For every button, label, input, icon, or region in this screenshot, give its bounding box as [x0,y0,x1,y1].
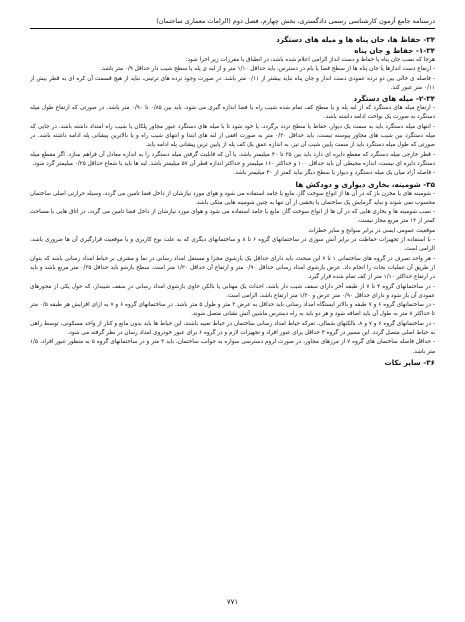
page-content [30,34,435,590]
paragraph: هرجا که نصب جان پناه یا حفاظ و دست انداز الزامی اعلام شده باشد، در انطباق با مقررات زیر اجرا شود: [185,57,435,63]
paragraph: - حداقل فاصله ساختمان های گروه ۷ از مرزهای مجاور، در صورت لزوم دسترسی سواره به جوانب ساختمان، باید ۳ متر و در ساختمانهای گروه ۵ به منظور عبور افراد، ۱/۵ متر باشد. [30,339,435,355]
paragraph: موقعیت عمومی ایمنی در برابر سوانح و سایر خطرات [308,227,435,234]
paragraph: - ارتفاع میله های دستگرد که از لبه پله و یا سطح کف تمام شده شیب راه یا فضا اندازه گیری می شود، باید بین ۰/۸۵ تا ۰/۹۰ متر باشد. در صورتی که ارتفاع طول میله دستگرد به صورت یک نواخت ادامه داشته باشد. [30,105,435,121]
paragraph: - فاصله آزاد میان یک میله دستگرد و دیوار یا سطح دیگر نباید کمتر از ۴۰ میلیمتر باشد. [233,170,435,177]
paragraph: - شومینه های یا مخزن باز که در آن ها از انواع سوخت گاز، مایع یا جامد استفاده می شود و هوای مورد نیازشان از داخل فضا تامین می گردد، وسیله حرارتی اصلی ساختمان محسوب نمی شوند و نباید گرمایش یک ساختمان یا بخشی از آن تنها به چنین شومینه هایی متکی باشد. [30,190,435,206]
paragraph: - نصب شومینه ها و بخاری هایی که در آن ها از انواع سوخت گاز، مایع یا جامد استفاده می شود و هوای مورد نیازشان از داخل فضا تامین می گردد، در اتاق هایی با مساحت کمتر از ۱۲ متر مربع مجاز نیست. [30,209,435,225]
paragraph: - در ساختمانهای گروه ۶ و ۷ و ۸، بالکنهای شمالی، تعرکه حیاط امداد رسانی ساختمان در حیاط تعبیه باشند، این حیاط ها باید بدون مانع و کنار از واحد مسکونی، توسط راهی به حیاط اصلی متصل گردد. این مسیر در گروه ۴ حداقل برای عبور افراد و تجهیزات لازم و در گروه ۶ برای عبور خودروی امداد رسان در نظر گرفته می شود. [30,320,435,337]
header-rule [30,28,435,29]
page-number: ۷۷۱ [226,598,239,606]
paragraph: - در ساختمانهای گروه ۶ و ۷ طبقه و بالاتر ایستگاه امداد رسانی باید حداقل به عرض ۳ متر و طول ۵ متر باشد. در ساختمانهای گروه ۶ و ۷ به ازای افزایش هر طبقه ۰/۵ متر تا حداکثر ۸ متر به طول آن باید اضافه شود و هر دو باید به راه دسترس ماشین آتش نشانی متصل شوند. [30,302,435,318]
section-heading: ۱-۳۴- حفاظ و جان پناه [354,46,435,55]
paragraph: - فاصله ی خالی بین دو نرده عمودی دست انداز و جان پناه نباید بیشتر از ۰/۱۱ متر باشد. در صورت وجود نرده های ترئینی، نباید از هیچ قسمت آن کره ای به قطر بیش از ۰/۱۱ متر عبور کند. [30,75,435,91]
section-heading: ۳۴- حفاظ ها، جان پناه ها و میله های دستگرد [276,35,435,44]
paragraph: - ارتفاع دست اندازها یا جان پناه ها از سطح فضا یا بام در دسترس، باید حداقل ۱/۱۰ متر و از لبه ی پله یا سطح شیب دار حداقل ۰/۹ متر باشد. [100,66,435,73]
section-heading: ۳۵- شومینه، بخاری دیواری و دودکش ها [295,179,435,189]
section-heading: ۳۶- سایر نکات [384,357,435,367]
paragraph: - قطر خارجی میله دستگرد که مقطع دایره ای دارد باید بین ۳۵ تا ۴۰ میلیمتر باشد. یا آن که قابلیت گرفتن میله دستگرد را به اندازه معادل آن فراهم سازد. اگر مقطع میله دستگرد دایره ای نیست، اندازه محیطی آن باید حداقل ۱۰۰ و حداکثر ۱۶۰ میلیمتر و حداکثر اندازه قطر آن ۵۷ میلیمتر باشد. لبه ها باید با شعاع حداقل ۰/۲۵ میلیمتر گرد شود. [30,151,435,167]
paragraph: - با استفاده از تجهیزات حفاظت در برابر آتش سوزی در ساختمانهای گروه ۶ تا ۸ و ساختمانهای دیگری که به علت نوع کاربری و یا موقعیت قرارگیری آن ها ضروری باشد، الزامی است. [30,237,435,253]
paragraph: - در ساختمانهای گروه ۴ تا ۷ از طبقه آخر دارای سقف شیب دار باشد، احداث یک مهتابی یا بالکن حاوی بازشوی امداد رسانی در سقف شیبدار، که حول یکی از محورهای عمودی آن باز شود و دارای حداقل ۰/۹۰ متر عرض و ۱/۳۰ متر ارتفاع باشد، الزامی است. [30,283,435,299]
paragraph: - انتهای میله دستگرد باید به سمت یک دیوار، حفاظ یا سطح تردد برگردد، یا خود شود تا با میله های دستگرد عبور مجاور پلکان یا شیب راه امتداد داشته باشد. در جایی که میله دستگرد بین شیب های مجاور پیوسته نیست، باید حداقل ۰/۳۰ متر به صورت افقی از لبه های ابتدا و انتهای شیب راه و یا بالاترین پیشانی پله ادامه داشته باشد. در صورتی که طول میله دستگرد باید از سمت پایین شیب آن نیز، به اندازه عمق یک کف پله از پایین ترین پیشانی پله ادامه یابد. [30,123,435,149]
paragraph: - هر واحد تصرف در گروه های ساختمانی ۱ تا ۷ این مبحث، باید دارای حداقل یک بازشوی مجزا و مستقل امداد رسانی در نما و مشرف بر حیاط امداد رسانی باشد که بتوان از طریق آن عملیات نجات را انجام داد. عرض بازشوی امداد رسانی حداقل ۰/۹۰ متر و ارتفاع آن حداقل ۱/۲۰ متر است. سطح بازشو باید حداقل ۰/۳۵ متر مربع باشد و باید در ارتفاع حداکثر ۱/۱۰ متر از کف تمام شده قرار گیرد. [30,255,435,281]
section-heading: ۲-۳۴- میله های دستگرد [353,94,435,104]
running-header: درسنامه جامع آزمون کارشناسی رسمی دادگستری، بخش چهارم، فصل دوم (الزامات معماری ساختمان) [156,17,435,25]
